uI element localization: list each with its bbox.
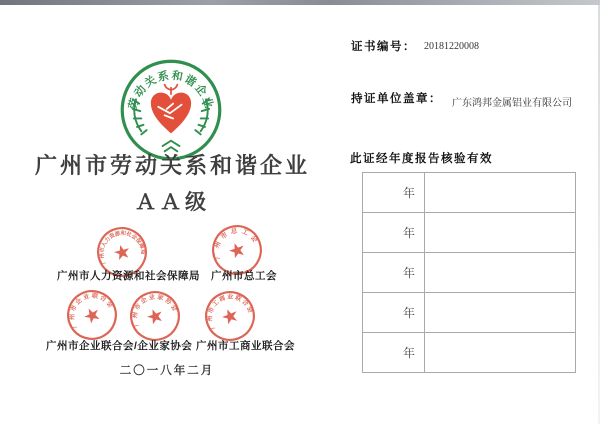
seal-star-icon — [145, 307, 164, 326]
annual-verification-table — [362, 172, 576, 373]
verification-blank-cell — [425, 253, 576, 293]
table-row — [363, 213, 576, 253]
issue-date: 二〇一八年二月 — [119, 365, 215, 377]
seal-star-icon — [82, 305, 102, 325]
annual-verification-heading: 此证经年度报告核验有效 — [350, 153, 493, 165]
seal-star-icon — [227, 241, 246, 260]
table-row — [363, 333, 576, 373]
verification-blank-cell — [425, 333, 576, 373]
scan-edge-top — [0, 0, 600, 5]
holder-seal-label: 持证单位盖章： — [351, 93, 442, 105]
verification-blank-cell — [425, 293, 576, 333]
seal-star-icon — [113, 243, 131, 261]
issuer-label-industry-commerce: 广州市工商业联合会 — [196, 340, 295, 352]
issuer-label-human-resources-bureau: 广州市人力资源和社会保障局 — [57, 270, 200, 282]
issuer-label-trade-unions: 广州市总工会 — [211, 270, 277, 282]
year-cell: 年 — [363, 253, 425, 293]
certificate-title: 广州市劳动关系和谐企业 — [34, 153, 310, 178]
certificate-number-row — [351, 38, 479, 54]
seal-text: 广州市企业家协会 — [131, 293, 179, 328]
table-row — [363, 173, 576, 213]
certificate-number-value: 20181220008 — [424, 41, 479, 52]
verification-blank-cell — [425, 173, 576, 213]
seal-text: 广州市人力资源和社会保障局 — [99, 230, 146, 265]
svg-text:广州市企业联合会 — [59, 283, 116, 331]
year-cell: 年 — [363, 213, 425, 253]
table-row — [363, 253, 576, 293]
certificate-number-label: 证书编号： — [351, 41, 416, 53]
year-cell: 年 — [363, 333, 425, 373]
holder-seal-row — [351, 90, 572, 109]
emblem-ring-text: 劳动关系和谐企业 — [127, 69, 215, 111]
harmonious-enterprise-emblem-icon — [118, 57, 224, 163]
seal-star-icon — [220, 306, 240, 325]
year-cell: 年 — [363, 173, 425, 213]
verification-blank-cell — [425, 213, 576, 253]
year-cell: 年 — [363, 293, 425, 333]
issuer-label-enterprise-confederation: 广州市企业联合会/企业家协会 — [46, 340, 193, 352]
company-name: 广东鸿邦金属铝业有限公司 — [452, 98, 572, 109]
seal-text: 广州市总工会 — [213, 227, 261, 260]
table-row — [363, 293, 576, 333]
certificate-grade: ＡＡ级 — [135, 191, 210, 214]
seal-text: 广州市工商业联合会 — [206, 293, 255, 331]
seal-text: 广州市企业联合会 — [68, 292, 115, 330]
